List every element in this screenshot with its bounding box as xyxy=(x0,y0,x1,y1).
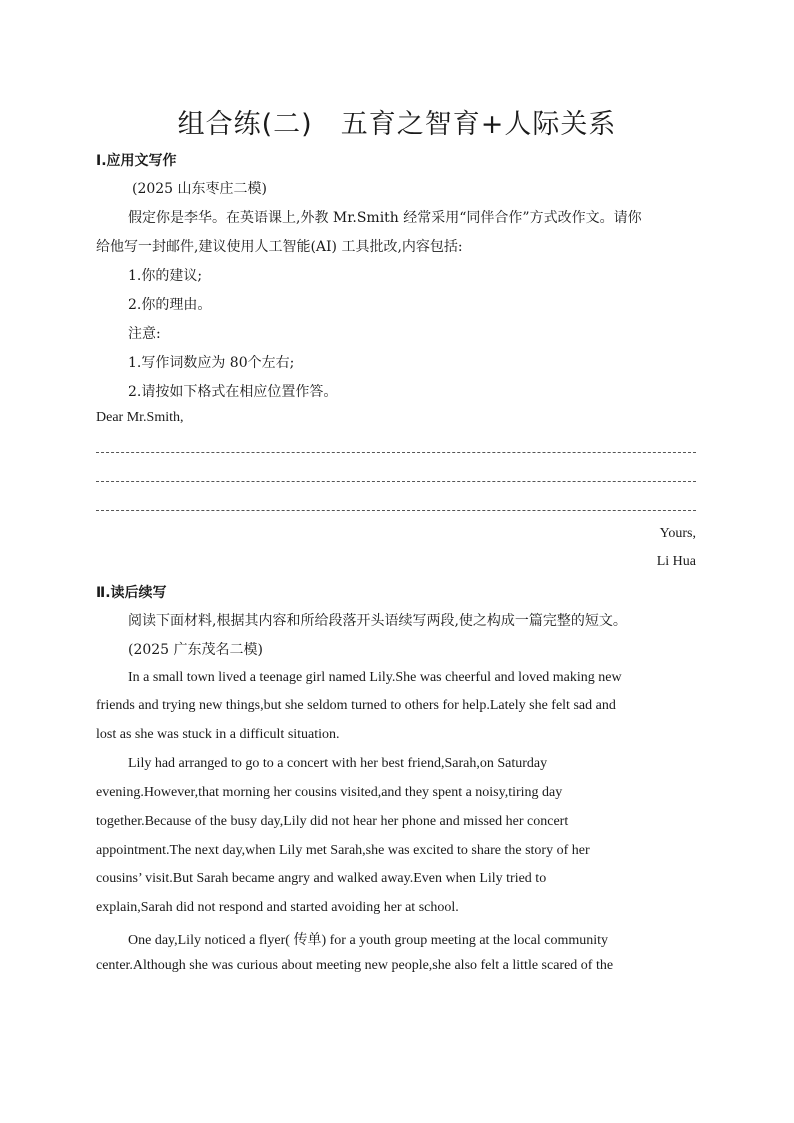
instruction-text: 阅读下面材料,根据其内容和所给段落开头语续写两段,使之构成一篇完整的短文。 xyxy=(128,613,627,629)
passage-line: appointment.The next day,when Lily met Sarah,she was excited to share the story of her xyxy=(96,843,590,858)
passage-line: friends and trying new things,but she seldom turned to others for help.Lately she felt sad and xyxy=(96,698,616,713)
note-item: 1.写作词数应为 80个左右; xyxy=(128,355,295,371)
passage-line: together.Because of the busy day,Lily did not hear her phone and missed her concert xyxy=(96,814,569,829)
passage-line: Lily had arranged to go to a concert with her best friend,Sarah,on Saturday xyxy=(128,756,548,771)
answer-line xyxy=(96,481,696,482)
answer-line xyxy=(96,510,696,511)
content-point: 2.你的理由。 xyxy=(128,297,212,313)
passage-line: center.Although she was curious about meeting new people,she also felt a little scared of the xyxy=(96,958,614,973)
passage-line: cousins’ visit.But Sarah became angry and walked away.Even when Lily tried to xyxy=(96,871,547,886)
source-note: (2025 广东茂名二模) xyxy=(128,642,264,658)
note-label: 注意: xyxy=(128,326,161,342)
page-title: 组合练(二) 五育之智育+人际关系 xyxy=(177,109,617,140)
section-heading-continuation: Ⅱ.读后续写 xyxy=(96,585,167,601)
answer-line xyxy=(96,452,696,453)
salutation: Dear Mr.Smith, xyxy=(96,410,184,425)
prompt-text: 给他写一封邮件,建议使用人工智能(AI) 工具批改,内容包括: xyxy=(96,239,463,255)
closing: Yours, xyxy=(659,526,696,541)
source-note: (2025 山东枣庄二模) xyxy=(132,181,268,197)
passage-line: lost as she was stuck in a difficult situation. xyxy=(96,727,340,742)
content-point: 1.你的建议; xyxy=(128,268,203,284)
passage-line: One day,Lily noticed a flyer( 传单) for a youth group meeting at the local community xyxy=(128,933,609,948)
passage-line: explain,Sarah did not respond and started avoiding her at school. xyxy=(96,900,459,915)
signature: Li Hua xyxy=(656,554,696,569)
section-heading-writing: Ⅰ.应用文写作 xyxy=(96,153,177,169)
passage-line: In a small town lived a teenage girl named Lily.She was cheerful and loved making new xyxy=(128,670,622,685)
passage-line: evening.However,that morning her cousins visited,and they spent a noisy,tiring day xyxy=(96,785,563,800)
prompt-text: 假定你是李华。在英语课上,外教 Mr.Smith 经常采用“同伴合作”方式改作文。请你 xyxy=(128,210,642,226)
note-item: 2.请按如下格式在相应位置作答。 xyxy=(128,384,338,400)
